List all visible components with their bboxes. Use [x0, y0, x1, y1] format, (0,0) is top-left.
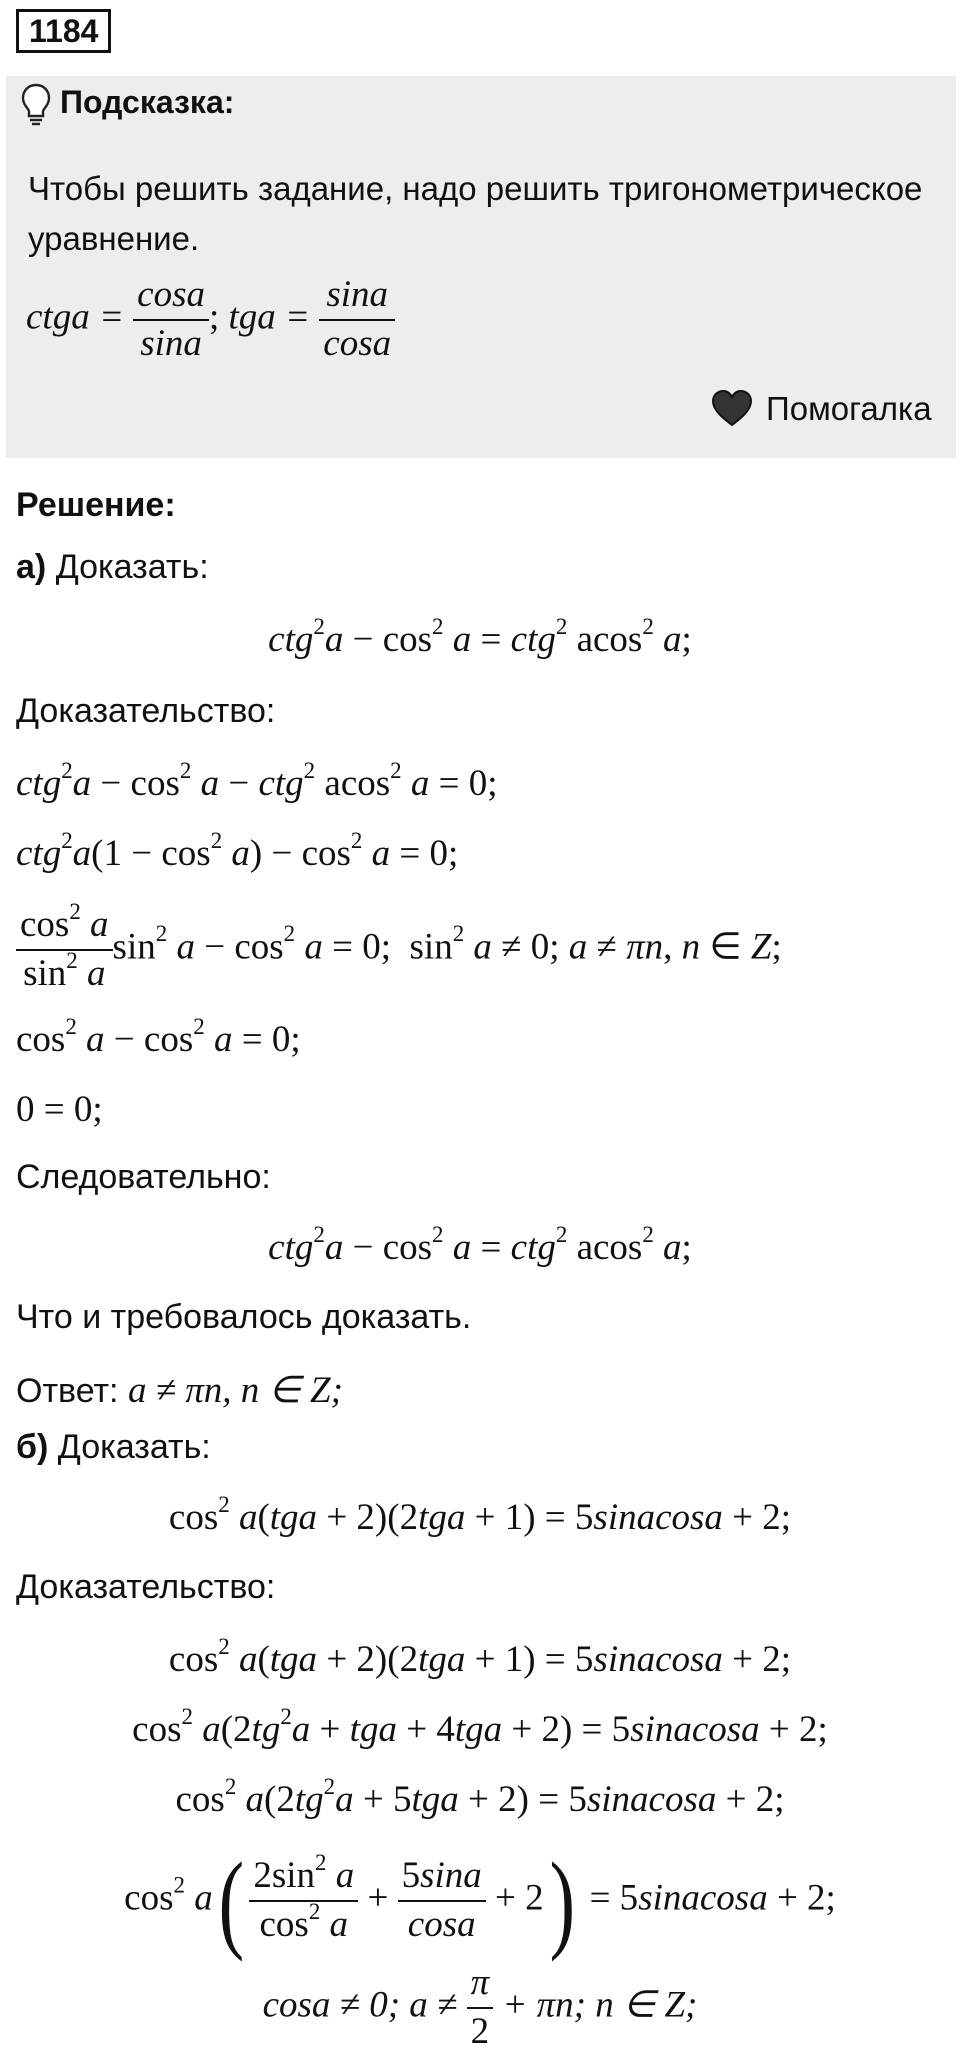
- part-b-step-2: $\cos^2 a(2tg^2a$ + tga + 4tga + 2) = 5sinacosa + 2;: [132, 1703, 828, 1750]
- problem-number: 1184: [16, 9, 111, 53]
- part-b-step-1: $\cos^2 a(tga + 2)(2tga + 1)$ = 5sinacosa + 2;: [168, 1633, 792, 1680]
- part-b-step-3: $\cos^2 a(2tg^2a + 5tga + 2)$ = 5sinacosa + 2;: [175, 1773, 785, 1820]
- part-a-step-5: 0 = 0;: [16, 1089, 103, 1130]
- heart-icon[interactable]: [710, 388, 754, 428]
- answer-label: Ответ:: [16, 1372, 119, 1410]
- part-b-label: [16, 1428, 211, 1467]
- part-a-statement: $ctg^2a - \cos^2 a = ctg^2$ acos$^2$ a;: [268, 613, 692, 660]
- part-a-task: Доказать:: [55, 548, 209, 586]
- answer-value: a ≠ πn, n ∈ Z;: [127, 1370, 343, 1411]
- tg-left: tga =: [228, 296, 311, 338]
- part-a-step-3: $\frac{\cos^2 a}{\sin^2 a}$ $\sin^2 a - \cos^2 a = 0$; $\sin^2 a \ne 0$; a ≠ πn, n ∈ Z;: [16, 906, 782, 994]
- condition-tail: + πn; n ∈ Z;: [502, 1984, 698, 2026]
- lightbulb-icon: [20, 82, 52, 126]
- condition-den: 2: [470, 2010, 490, 2052]
- tg-num: sina: [319, 276, 395, 321]
- ctg-left: ctga =: [26, 296, 124, 338]
- hint-text: Чтобы решить задание, надо решить тригонометрическое уравнение.: [28, 170, 923, 257]
- part-a-therefore: Следовательно:: [16, 1158, 271, 1196]
- hint-title: Подсказка:: [60, 84, 235, 120]
- part-b-marker: б): [16, 1428, 49, 1466]
- part-a-conclusion: $ctg^2a - \cos^2 a = ctg^2$ acos$^2$ a;: [268, 1221, 692, 1268]
- part-a-proof-label: Доказательство:: [16, 692, 276, 730]
- part-a-step-4: $\cos^2 a - \cos^2 a = 0$;: [16, 1013, 301, 1060]
- tg-den: cosa: [323, 322, 392, 364]
- part-a-qed: Что и требовалось доказать.: [16, 1298, 472, 1336]
- part-b-step-4: $\cos^2 a$( $\frac{2\sin^2 a}{\cos^2 a}$ + $\frac{5\sin a}{\cos a}$ + 2) = 5sinacosa + 2;: [124, 1840, 836, 1962]
- helper-link[interactable]: Помогалка: [766, 390, 932, 427]
- condition-left: cosa ≠ 0; a ≠: [262, 1984, 458, 2026]
- part-b-proof-label: Доказательство:: [16, 1568, 276, 1606]
- part-a-step-2: $ctg^2a(1 - \cos^2 a) - \cos^2 a = 0$;: [16, 827, 459, 874]
- ctg-num: cosa: [133, 276, 209, 321]
- solution-heading: Решение:: [16, 486, 176, 524]
- part-a-label: [16, 548, 209, 587]
- part-a-marker: а): [16, 548, 47, 586]
- part-a-answer: [16, 1368, 343, 1412]
- part-b-task: Доказать:: [57, 1428, 211, 1466]
- part-a-step-1: $ctg^2a - \cos^2 a - ctg^2$ acos$^2$ a = 0;: [16, 757, 498, 804]
- ctg-den: sina: [140, 322, 202, 364]
- part-b-condition: [0, 1964, 960, 2052]
- part-b-statement: $\cos^2 a(tga + 2)(2tga + 1)$ = 5sinacosa + 2;: [168, 1491, 792, 1538]
- hint-formula: [26, 276, 395, 364]
- formula-sep: ;: [209, 296, 220, 338]
- condition-num: π: [467, 1964, 494, 2009]
